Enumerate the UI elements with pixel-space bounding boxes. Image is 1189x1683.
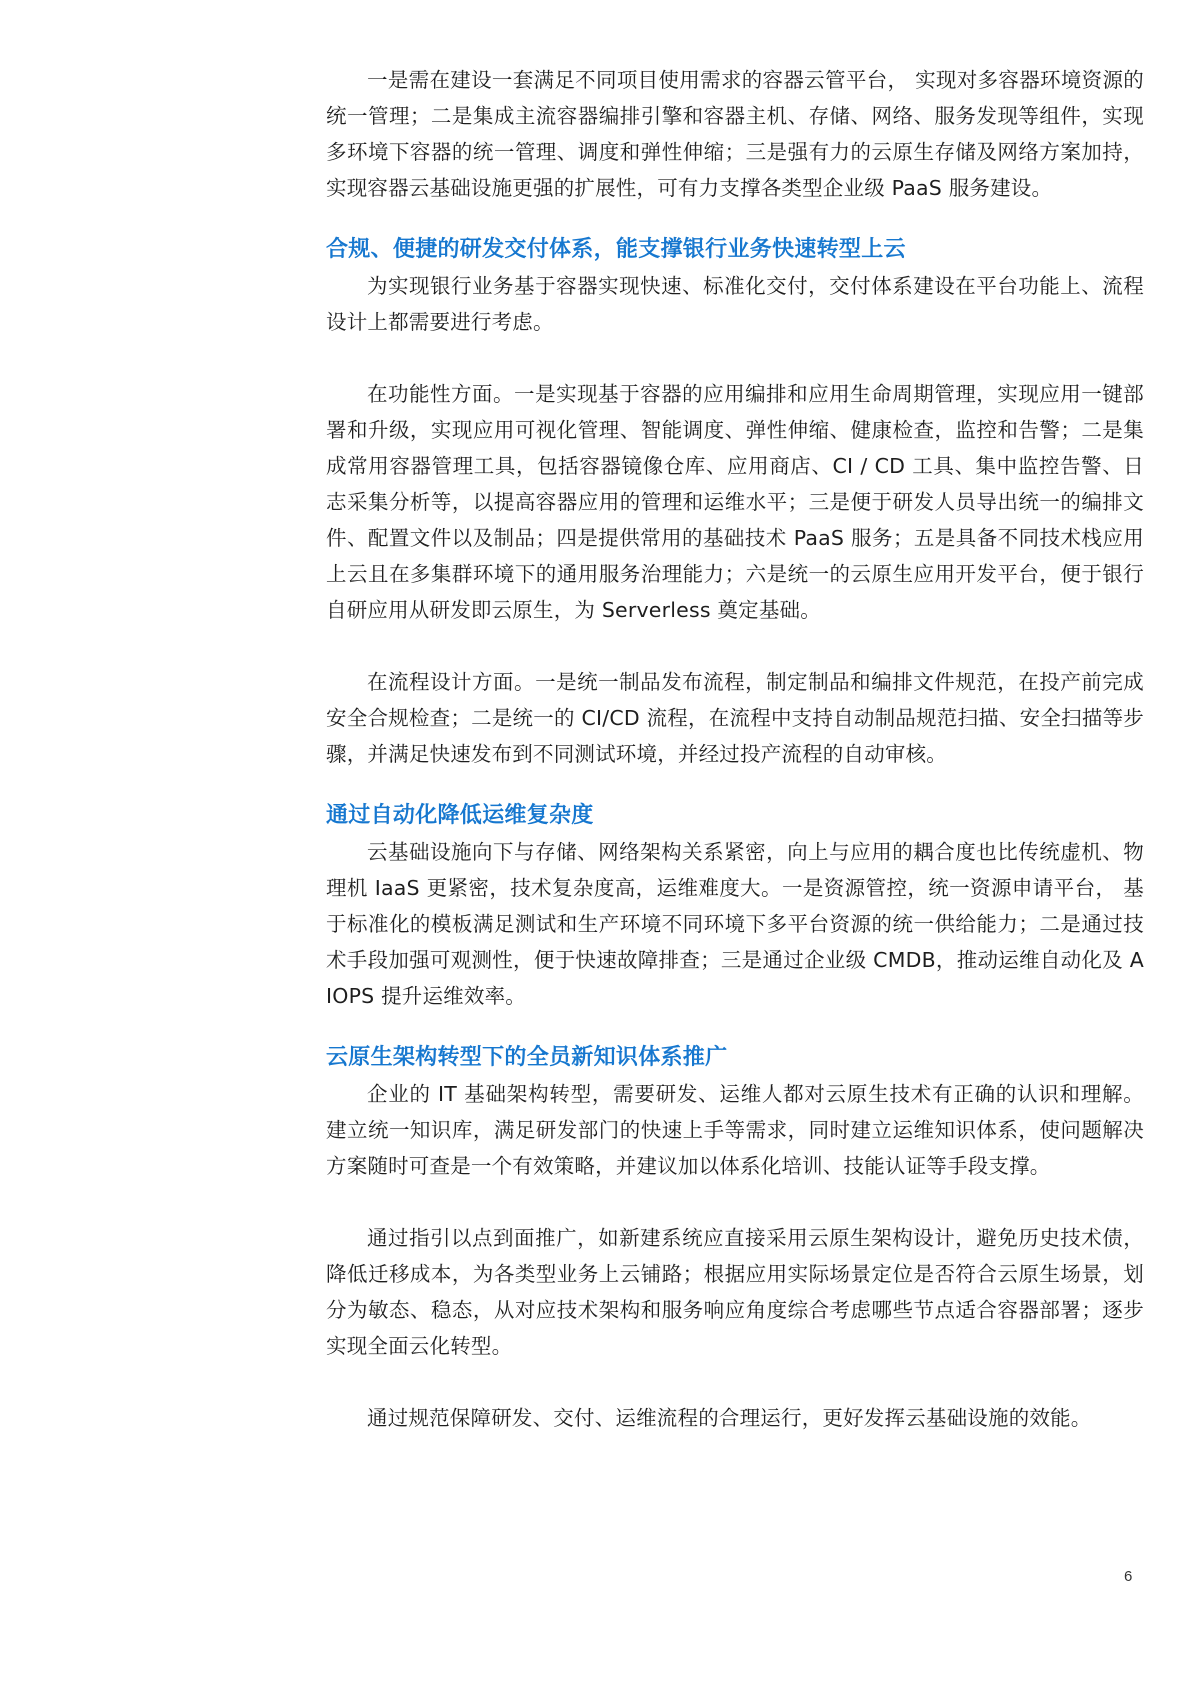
section-heading-delivery-system: 合规、便捷的研发交付体系，能支撑银行业务快速转型上云 [326,237,906,262]
paragraph-guided-rollout: 通过指引以点到面推广，如新建系统应直接采用云原生架构设计，避免历史技术债，降低迁移成本，为各类型业务上云铺路；根据应用实际场景定位是否符合云原生场景，划分为敏态、稳态，从对应技术架构和服务响应角度综合考虑哪些节点适合容器部署；逐步实现全面云化转型。 [326,1226,1144,1358]
spacer [326,1014,1144,1040]
spacer [326,1364,1144,1400]
spacer [326,340,1144,376]
page-content [326,62,1144,1436]
paragraph-functionality: 在功能性方面。一是实现基于容器的应用编排和应用生命周期管理，实现应用一键部署和升级，实现应用可视化管理、智能调度、弹性伸缩、健康检查，监控和告警；二是集成常用容器管理工具，包括容器镜像仓库、应用商店、CI / CD 工具、集中监控告警、日志采集分析等，以提高容器应用的管理和运维水平；三是便于研发人员导出统一的编排文件、配置文件以及制品；四是提供常用的基础技术 PaaS 服务；五是具备不同技术栈应用上云且在多集群环境下的通用服务治理能力；六是统一的云原生应用开发平台，便于银行自研应用从研发即云原生，为 Serverless 奠定基础。 [326,382,1144,622]
paragraph-container-platform: 一是需在建设一套满足不同项目使用需求的容器云管平台， 实现对多容器环境资源的统一管理；二是集成主流容器编排引擎和容器主机、存储、网络、服务发现等组件，实现多环境下容器的统一管理、调度和弹性伸缩；三是强有力的云原生存储及网络方案加持，实现容器云基础设施更强的扩展性，可有力支撑各类型企业级 PaaS 服务建设。 [326,68,1144,200]
paragraph-knowledge-base: 企业的 IT 基础架构转型，需要研发、运维人都对云原生技术有正确的认识和理解。建立统一知识库，满足研发部门的快速上手等需求，同时建立运维知识体系，使问题解决方案随时可查是一个有效策略，并建议加以体系化培训、技能认证等手段支撑。 [326,1082,1144,1178]
paragraph-process-design: 在流程设计方面。一是统一制品发布流程，制定制品和编排文件规范，在投产前完成安全合规检查；二是统一的 CI/CD 流程，在流程中支持自动制品规范扫描、安全扫描等步骤，并满足快速发布到不同测试环境，并经过投产流程的自动审核。 [326,670,1144,766]
page-number: 6 [1124,1568,1133,1585]
section-heading-automation: 通过自动化降低运维复杂度 [326,803,594,828]
spacer [326,628,1144,664]
paragraph-delivery-intro: 为实现银行业务基于容器实现快速、标准化交付，交付体系建设在平台功能上、流程设计上都需要进行考虑。 [326,274,1144,334]
spacer [326,206,1144,232]
spacer [326,1184,1144,1220]
section-heading-knowledge-system: 云原生架构转型下的全员新知识体系推广 [326,1045,728,1070]
paragraph-automation: 云基础设施向下与存储、网络架构关系紧密，向上与应用的耦合度也比传统虚机、物理机 IaaS 更紧密，技术复杂度高，运维难度大。一是资源管控，统一资源申请平台， 基于标准化的模板满足测试和生产环境不同环境下多平台资源的统一供给能力；二是通过技术手段加强可观测性，便于快速故障排查；三是通过企业级 CMDB，推动运维自动化及 AIOPS 提升运维效率。 [326,840,1144,1008]
paragraph-standardization: 通过规范保障研发、交付、运维流程的合理运行，更好发挥云基础设施的效能。 [367,1406,1092,1430]
spacer [326,772,1144,798]
